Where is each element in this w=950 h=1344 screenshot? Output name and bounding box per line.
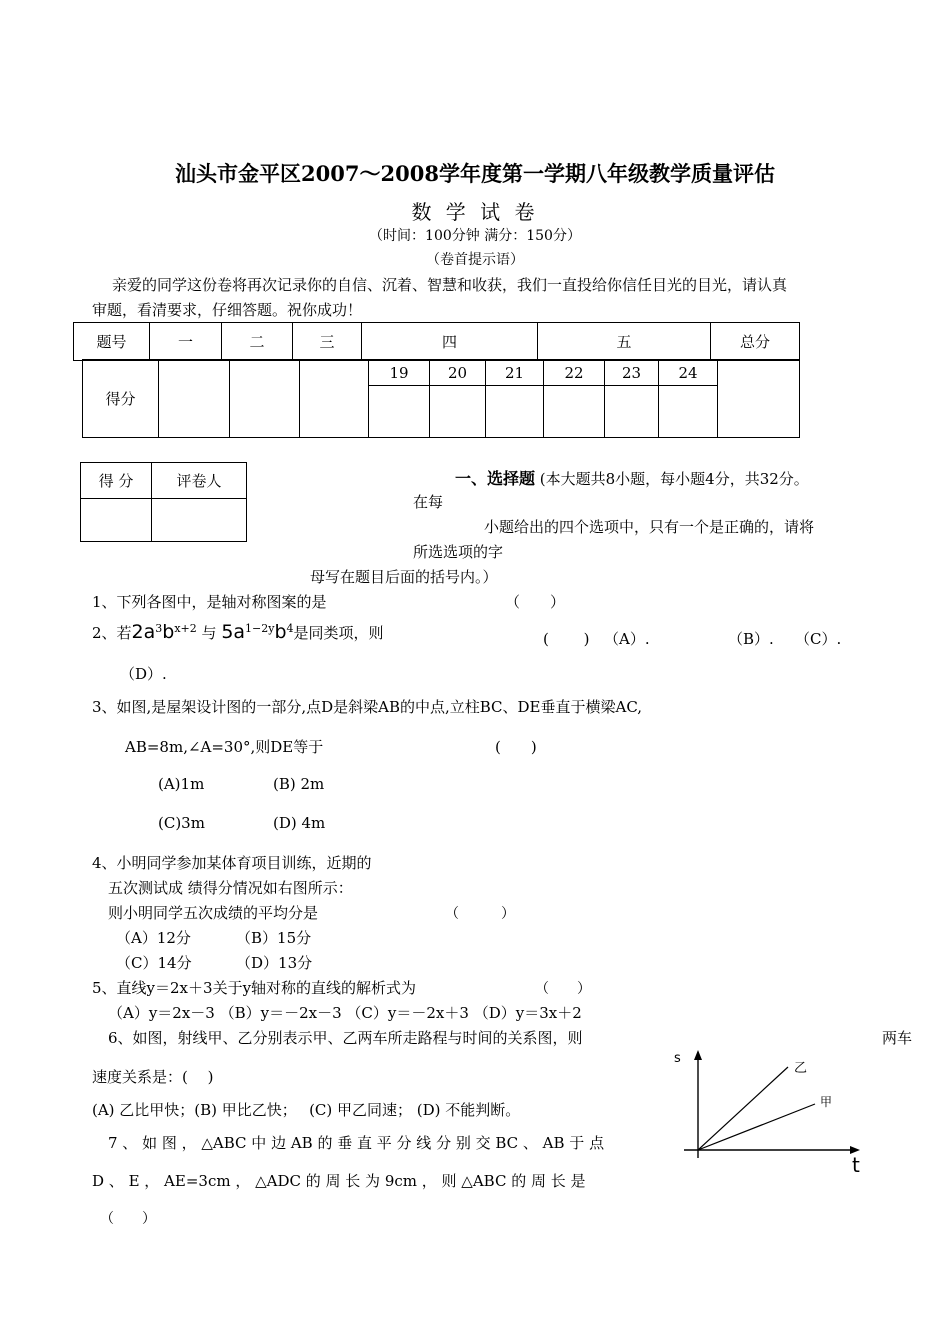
score-cell-2[interactable] <box>230 360 300 438</box>
score-cell-3[interactable] <box>300 360 369 438</box>
score-cell-19[interactable] <box>369 386 430 438</box>
q4-option-d: （D）13分 <box>236 954 313 972</box>
q2-option-c: （C）. <box>795 630 842 648</box>
q6-line-2: 速度关系是：( ) <box>92 1068 214 1086</box>
q2-mid: 与 <box>196 624 222 642</box>
header-cell-total: 总分 <box>711 323 800 361</box>
section1-intro-line4: 所选选项的字 <box>413 543 504 561</box>
q2-exp3: 1−2y <box>245 622 275 635</box>
q5-answer-paren[interactable]: （ ） <box>535 981 591 997</box>
score-cell-20[interactable] <box>430 386 486 438</box>
q4-line-1: 4、小明同学参加某体育项目训练，近期的 <box>92 854 372 872</box>
q5-options: （A）y＝2x－3 （B）y＝－2x－3 （C）y＝－2x＋3 （D）y＝3x＋2 <box>108 1004 582 1022</box>
q1-answer-paren[interactable]: （ ） <box>505 593 566 611</box>
q2-exp2: x+2 <box>174 622 197 635</box>
q3-line-2: AB=8m,∠A=30°,则DE等于 <box>125 738 324 756</box>
header-cell-3: 三 <box>293 323 362 361</box>
q4-line-2: 五次测试成 绩得分情况如右图所示： <box>108 879 353 897</box>
score-cell-24[interactable] <box>659 386 718 438</box>
section1-intro-line2: 在每 <box>413 493 444 511</box>
score-cell-1[interactable] <box>159 360 230 438</box>
score-cell-22[interactable] <box>544 386 605 438</box>
q3-line-1: 3、如图,是屋架设计图的一部分,点D是斜梁AB的中点,立柱BC、DE垂直于横梁AC, <box>92 698 643 716</box>
q2-exp4: 4 <box>286 622 294 635</box>
exam-subtitle: 数 学 试 卷 <box>411 200 539 224</box>
q3-option-d: (D) 4m <box>273 814 326 832</box>
section1-intro-line1 <box>455 466 809 489</box>
score-cell-23[interactable] <box>605 386 659 438</box>
line-yi-label: 乙 <box>794 1061 808 1076</box>
score-label: 得分 <box>83 360 159 438</box>
score-cell-total[interactable] <box>718 360 800 438</box>
page-title: 汕头市金平区2007～2008学年度第一学期八年级教学质量评估 <box>175 161 775 186</box>
distance-time-graph <box>670 1040 870 1180</box>
header-cell-2: 二 <box>222 323 293 361</box>
q3-option-c: (C)3m <box>158 814 205 832</box>
score-table-body <box>82 359 800 438</box>
q4-answer-paren[interactable]: （ ） <box>445 906 515 922</box>
q6-line-1-end: 两车 <box>882 1029 913 1047</box>
q2-exp1: 3 <box>155 622 163 635</box>
q1-text: 1、下列各图中，是轴对称图案的是 <box>92 593 327 611</box>
q4-option-c: （C）14分 <box>116 954 192 972</box>
grader-score-cell[interactable] <box>81 499 152 542</box>
q2-option-a: （A）. <box>604 630 650 648</box>
line-jia-label: 甲 <box>820 1095 833 1109</box>
sub-number-24: 24 <box>659 360 718 386</box>
q5-line-1: 5、直线y＝2x＋3关于y轴对称的直线的解析式为 <box>92 979 417 997</box>
hint-heading: （卷首提示语） <box>426 252 524 268</box>
greeting-line-2: 审题，看清要求，仔细答题。祝你成功！ <box>92 301 363 319</box>
q2-base1: b <box>162 621 175 643</box>
q2-option-b: （B）. <box>728 630 774 648</box>
grader-box <box>80 462 247 542</box>
section1-intro-line5: 母写在题目后面的括号内。） <box>310 568 498 586</box>
y-axis-arrow <box>694 1050 702 1060</box>
q2-expression <box>92 621 384 643</box>
section1-heading: 一、选择题 <box>455 469 536 488</box>
time-info: （时间：100分钟 满分：150分） <box>369 228 581 244</box>
y-axis-label: s <box>674 1051 681 1066</box>
q7-answer-paren[interactable]: （ ） <box>100 1211 156 1227</box>
q2-prefix: 2、若 <box>92 624 132 642</box>
header-cell-4: 四 <box>362 323 538 361</box>
q6-options: (A) 乙比甲快；(B) 甲比乙快； (C) 甲乙同速； (D) 不能判断。 <box>92 1101 521 1119</box>
greeting-line-1: 亲爱的同学这份卷将再次记录你的自信、沉着、智慧和收获，我们一直投给你信任目光的目光，请认真 <box>112 276 788 294</box>
q2-option-d: （D）. <box>120 665 167 683</box>
q2-answer-paren[interactable]: ( ) <box>543 630 590 648</box>
score-cell-21[interactable] <box>486 386 544 438</box>
grader-name-label: 评卷人 <box>152 463 247 499</box>
section1-intro-text: (本大题共8小题，每小题4分，共32分。 <box>535 470 809 488</box>
header-cell-question-no: 题号 <box>74 323 150 361</box>
line-yi <box>698 1067 788 1150</box>
q2-coef2: 5a <box>221 621 246 643</box>
sub-number-20: 20 <box>430 360 486 386</box>
x-axis-label: t <box>852 1153 860 1177</box>
q2-suffix: 是同类项，则 <box>293 624 384 642</box>
q4-option-a: （A）12分 <box>116 929 191 947</box>
q3-answer-paren[interactable]: ( ) <box>495 738 537 756</box>
q3-option-b: (B) 2m <box>273 775 325 793</box>
q7-line-2: D 、 E ， AE=3cm ， △ADC 的 周 长 为 9cm ， 则 △ABC 的 周 长 是 <box>92 1172 586 1190</box>
header-cell-5: 五 <box>538 323 711 361</box>
header-cell-1: 一 <box>150 323 222 361</box>
q4-line-3: 则小明同学五次成绩的平均分是 <box>108 904 319 922</box>
sub-number-19: 19 <box>369 360 430 386</box>
q3-option-a: (A)1m <box>158 775 205 793</box>
section1-intro-line3: 小题给出的四个选项中，只有一个是正确的，请将 <box>484 518 815 536</box>
line-jia <box>698 1104 815 1150</box>
grader-score-label: 得 分 <box>81 463 152 499</box>
q2-coef1: 2a <box>131 621 156 643</box>
q7-line-1: 7 、 如 图 ， △ABC 中 边 AB 的 垂 直 平 分 线 分 别 交 BC 、 AB 于 点 <box>108 1134 605 1152</box>
q4-option-b: （B）15分 <box>236 929 312 947</box>
sub-number-21: 21 <box>486 360 544 386</box>
score-table-header <box>73 322 800 361</box>
grader-name-cell[interactable] <box>152 499 247 542</box>
q6-line-1: 6、如图，射线甲、乙分别表示甲、乙两车所走路程与时间的关系图，则 <box>108 1029 583 1047</box>
sub-number-22: 22 <box>544 360 605 386</box>
q2-base2: b <box>274 621 287 643</box>
sub-number-23: 23 <box>605 360 659 386</box>
